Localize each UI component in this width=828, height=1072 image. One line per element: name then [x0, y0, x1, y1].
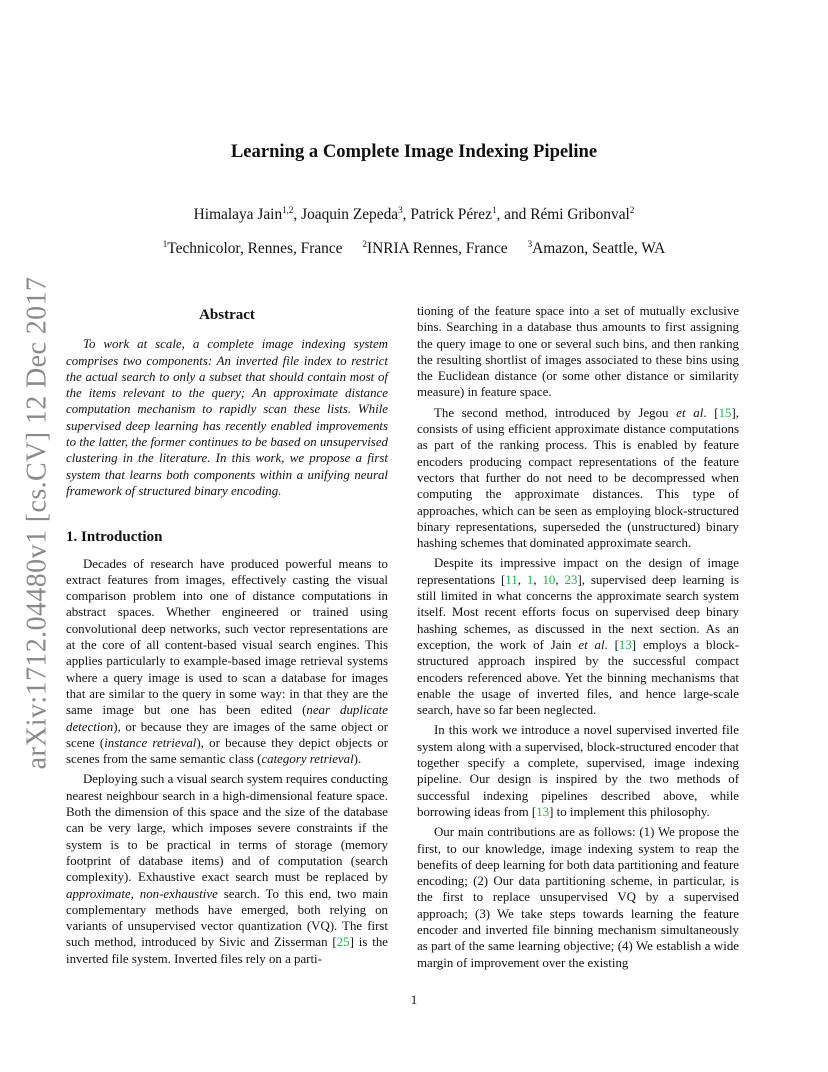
- paragraph: In this work we introduce a novel supervised inverted file system along with a supervised, block-structured encoder that together specify a complete, supervised, image indexing pipeline. Our design is inspired by the two methods of successful indexing pipelines described above, while borrowing ideas from [13] to implement this philosophy.: [417, 723, 739, 819]
- abstract-text: To work at scale, a complete image indexing system comprises two components: An inverted file index to restrict the actual search to only a subset that should contain most of the items relevant to the query; An approximate distance computation mechanism to rapidly scan these lists. While supervised deep learning has recently enabled improvements to the latter, the former continues to be based on unsupervised clustering in the literature. In this work, we propose a first system that learns both components within a unifying neural framework of structured binary encoding.: [66, 337, 388, 498]
- abstract: [66, 336, 388, 499]
- citation-link[interactable]: 13: [618, 637, 632, 652]
- affiliation-mark: 2: [362, 239, 368, 249]
- paragraph: tioning of the feature space into a set of mutually exclusive bins. Searching in a database thus amounts to first assigning the query image to one or several such bins, and then ranking the resulting shortlist of images associated to these bins using the Euclidean distance (or some other distance or similarity measure) in feature space.: [417, 304, 739, 400]
- affiliation-name: INRIA Rennes, France: [367, 240, 508, 257]
- author-affiliation-mark: 2: [629, 205, 635, 215]
- author-name: Rémi Gribonval: [530, 206, 630, 223]
- affiliation-list: [0, 240, 828, 258]
- paragraph: Deploying such a visual search system requires conducting nearest neighbour search in a high-dimensional feature space. Both the dimension of this space and the size of the database can be very large, which imposes severe constraints if the system is to be practical in terms of storage (memory footprint of database items) and of computation (search complexity). Exhaustive exact search must be replaced by approximate, non-exhaustive search. To this end, two main complementary methods have emerged, both relying on variants of unsupervised vector quantization (VQ). The first such method, introduced by Sivic and Zisserman [25] is the inverted file system. Inverted files rely on a parti-: [66, 772, 389, 966]
- affiliation: [163, 240, 343, 257]
- emphasis: instance retrieval: [104, 735, 197, 750]
- affiliation: [528, 240, 666, 257]
- citation-link[interactable]: 10: [542, 572, 556, 587]
- author-separator: ,: [402, 206, 411, 223]
- arxiv-identifier: [20, 276, 54, 770]
- emphasis: et al: [676, 405, 704, 420]
- citation-link[interactable]: 15: [718, 405, 732, 420]
- affiliation-mark: 3: [527, 239, 533, 249]
- citation-link[interactable]: 1: [526, 572, 534, 587]
- author-name: Joaquin Zepeda: [301, 206, 399, 223]
- citation-link[interactable]: 23: [564, 572, 578, 587]
- author-list: [0, 206, 828, 224]
- abstract-heading: Abstract: [199, 307, 255, 323]
- citation-link[interactable]: 13: [536, 804, 550, 819]
- paragraph: Despite its impressive impact on the design of image representations [11, 1, 10, 23], supervised deep learning is still limited in what concerns the approximate search system itself. Most recent efforts focus on supervised deep binary hashing schemes, as discussed in the next section. As an exception, the work of Jain et al. [13] employs a block-structured approach inspired by the successful compact encoders referenced above. Yet the binning mechanisms that enable the usage of inverted files, and hence large-scale search, have so far been neglected.: [417, 556, 740, 718]
- page-number: 1: [410, 992, 418, 1007]
- emphasis: et al: [578, 637, 605, 652]
- author-affiliation-mark: 1,2: [282, 205, 294, 215]
- introduction-left-body: [66, 556, 388, 967]
- affiliation-mark: 1: [162, 239, 168, 249]
- paragraph: Decades of research have produced powerful means to extract features from images, effectively casting the visual comparison problem into one of distance computations in abstract spaces. Whether engineered or trained using convolutional deep networks, such vector representations are at the core of all content-based visual search engines. This applies particularly to example-based image retrieval systems where a query image is used to scan a database for images that are similar to the query in some way: in that they are the same image but one has been edited (near duplicate detection), or because they are images of the same object or scene (instance retrieval), or because they depict objects or scenes from the same semantic class (category retrieval).: [66, 556, 388, 767]
- affiliation-name: Technicolor, Rennes, France: [167, 240, 343, 257]
- affiliation-name: Amazon, Seattle, WA: [532, 240, 666, 257]
- author-name: Himalaya Jain: [193, 206, 283, 223]
- author-name: Patrick Pérez: [410, 206, 492, 223]
- arxiv-identifier-text: arXiv:1712.04480v1 [cs.CV] 12 Dec 2017: [21, 276, 52, 770]
- paper-title: Learning a Complete Image Indexing Pipeline: [230, 141, 598, 162]
- author-affiliation-mark: 1: [491, 205, 497, 215]
- paragraph: Our main contributions are as follows: (1) We propose the first, to our knowledge, image indexing system to reap the benefits of deep learning for both data partitioning and feature encoding; (2) Our data partitioning scheme, in particular, is the first to replace unsupervised VQ by a supervised approach; (3) We take steps towards learning the feature encoder and inverted file binning mechanism simultaneously as part of the same learning objective; (4) We establish a wide margin of improvement over the existing: [417, 825, 739, 970]
- emphasis: near duplicate detection: [66, 703, 388, 734]
- right-column: [417, 303, 739, 971]
- emphasis: approximate, non-exhaustive: [66, 886, 218, 901]
- emphasis: category retrieval: [261, 752, 354, 767]
- author-separator: , and: [496, 206, 531, 223]
- citation-link[interactable]: 25: [336, 935, 350, 950]
- section-heading-introduction: 1. Introduction: [66, 529, 163, 546]
- author-separator: ,: [293, 206, 302, 223]
- paragraph: The second method, introduced by Jegou et al. [15], consists of using efficient approximate distance computations as part of the ranking process. This is enabled by feature encoders producing compact representations of the feature vectors that further do not need to be decompressed when computing the approximate distances. This type of approaches, which can be seen as employing block-structured binary representations, superseded the (unstructured) binary hashing schemes that dominated approximate search.: [417, 405, 739, 551]
- affiliation: [363, 240, 508, 257]
- left-column: [66, 303, 388, 967]
- citation-link[interactable]: 11: [505, 572, 518, 587]
- author-affiliation-mark: 3: [398, 205, 403, 215]
